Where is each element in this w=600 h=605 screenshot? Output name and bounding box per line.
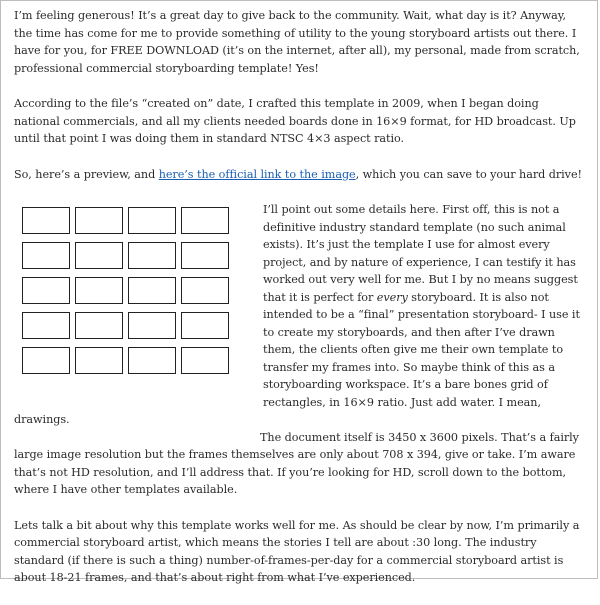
storyboard-frame: [22, 312, 70, 339]
storyboard-frame: [128, 312, 176, 339]
storyboard-frame: [75, 242, 123, 269]
storyboard-frame: [128, 277, 176, 304]
storyboard-frame: [75, 207, 123, 234]
preview-text-before: So, here’s a preview, and: [14, 167, 159, 181]
resolution-paragraph: The document itself is 3450 x 3600 pixels. That’s a fairly large image resolution but the frames themselves are only about 708 x 394, give or take. I’m aware that’s not HD resolution, and I’ll address that. If you’re looking for HD, scroll down to the bottom, where I have other templates available.: [14, 430, 579, 496]
details-emphasis: every: [376, 290, 408, 304]
storyboard-frame: [181, 242, 229, 269]
details-text-2: storyboard. It is also not intended to be a “final” presentation storyboard- I use it to create my storyboards, and then after I’ve drawn them, the clients often give me their own template to transfer my frames into. So maybe think of this as a storyboarding workspace. It’s a bare bones grid of rectangles, in 16×9 ratio. Just add water. I mean, drawings.: [14, 290, 580, 426]
storyboard-frame: [22, 207, 70, 234]
storyboard-frame: [22, 242, 70, 269]
storyboard-frame: [75, 277, 123, 304]
preview-section: [14, 201, 586, 429]
storyboard-frame-grid: [22, 207, 229, 374]
workflow-paragraph: Lets talk a bit about why this template works well for me. As should be clear by now, I’m primarily a commercial storyboard artist, which means the stories I tell are about :30 long. The industry standard (if there is such a thing) number-of-frames-per-day for a commercial storyboard artist is about 18-21 frames, and that’s about right from what I’ve experienced.: [14, 518, 580, 584]
official-image-link[interactable]: here’s the official link to the image: [158, 167, 356, 181]
preview-text-after: , which you can save to your hard drive!: [355, 167, 582, 181]
preview-paragraph: [14, 166, 586, 184]
details-text-1: I’ll point out some details here. First off, this is not a definitive industry standard template (no such animal exists). It’s just the template I use for almost every project, and by nature of experience, I can testify it has worked out very well for me. But I by no means suggest that it is perfect for: [263, 203, 578, 304]
article-body: [14, 7, 586, 605]
storyboard-frame: [22, 347, 70, 374]
storyboard-frame: [181, 207, 229, 234]
storyboard-frame: [128, 347, 176, 374]
storyboard-frame: [128, 242, 176, 269]
storyboard-template-preview[interactable]: [18, 207, 248, 403]
storyboard-frame: [181, 277, 229, 304]
storyboard-frame: [22, 277, 70, 304]
history-paragraph: According to the file’s “created on” date, I crafted this template in 2009, when I began doing national commercials, and all my clients needed boards done in 16×9 format, for HD broadcast. Up until that point I was doing them in standard NTSC 4×3 aspect ratio.: [14, 97, 576, 145]
storyboard-frame: [75, 347, 123, 374]
storyboard-frame: [128, 207, 176, 234]
storyboard-frame: [181, 347, 229, 374]
intro-paragraph: I’m feeling generous! It’s a great day to give back to the community. Wait, what day is it? Anyway, the time has come for me to provide something of utility to the young storyboard artists out there. I have for you, for FREE DOWNLOAD (it’s on the internet, after all), my personal, made from scratch, professional commercial storyboarding template! Yes!: [14, 9, 580, 75]
storyboard-frame: [75, 312, 123, 339]
storyboard-frame: [181, 312, 229, 339]
